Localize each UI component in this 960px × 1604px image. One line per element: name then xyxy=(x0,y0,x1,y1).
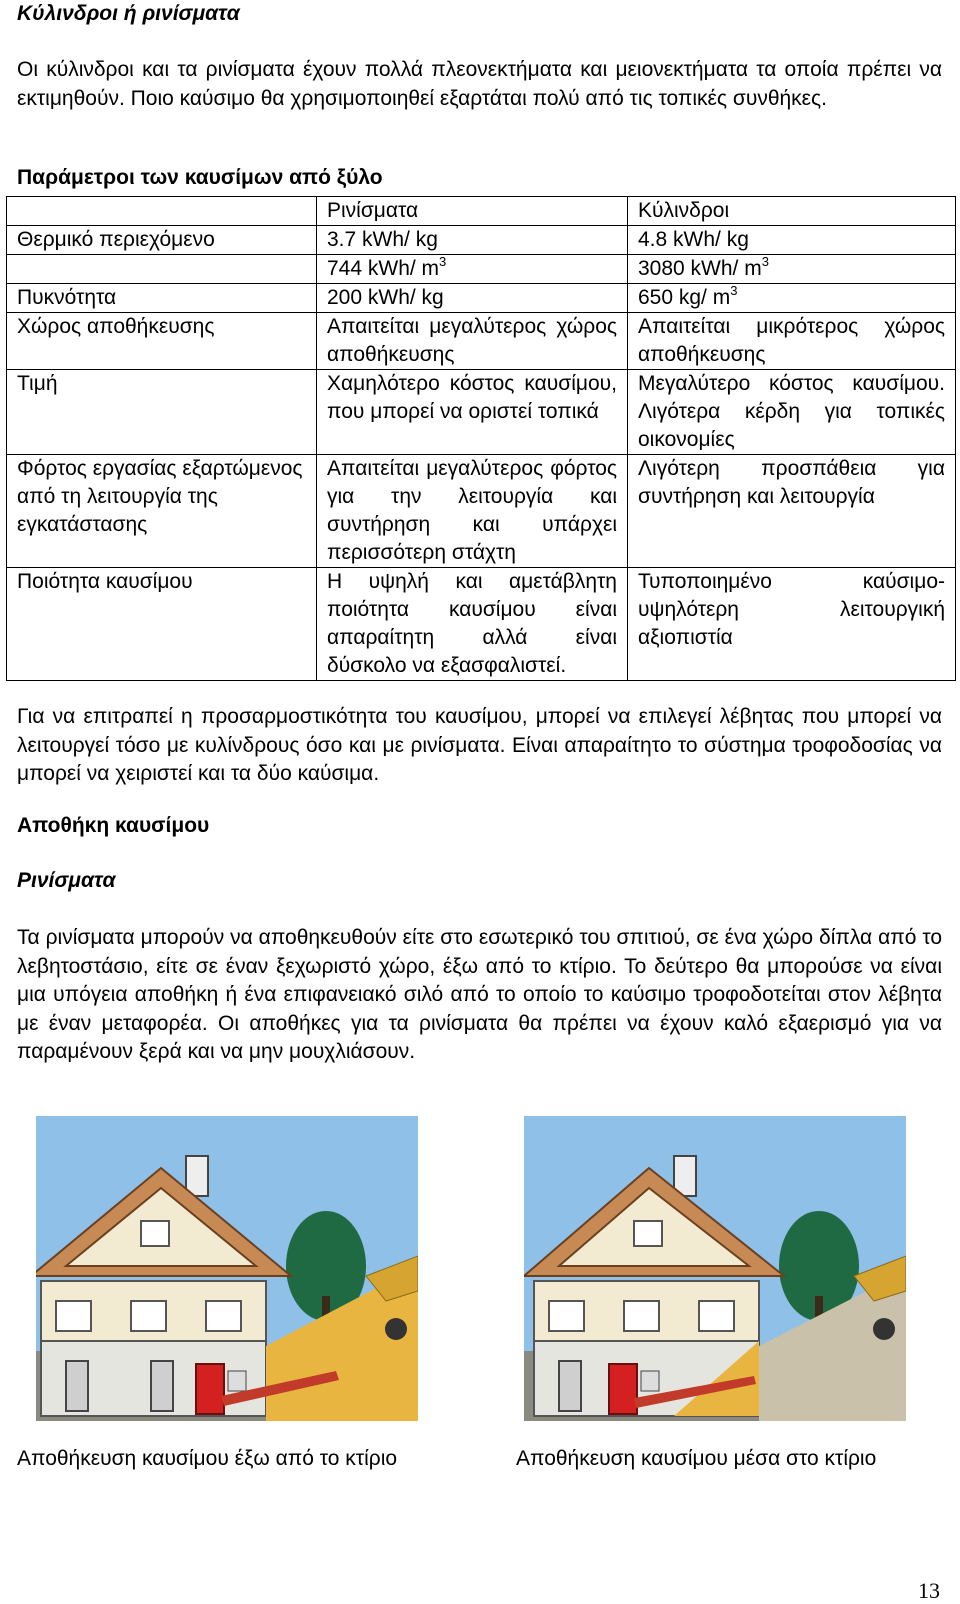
shavings-cell: Απαιτείται μεγαλύτερος χώρος αποθήκευσης xyxy=(317,313,628,370)
page-number: 13 xyxy=(918,1578,940,1603)
header-cell: Κύλινδροι xyxy=(628,197,956,226)
value-text: 744 kWh/ m xyxy=(327,257,440,280)
rolls-cell xyxy=(628,284,956,313)
figure-caption-inside: Αποθήκευση καυσίμου μέσα στο κτίριο xyxy=(516,1447,877,1470)
shavings-heading: Ρινίσματα xyxy=(17,869,116,892)
rolls-cell xyxy=(628,255,956,284)
superscript: 3 xyxy=(439,254,447,269)
table-row xyxy=(7,313,956,370)
figure-caption-outside: Αποθήκευση καυσίμου έξω από το κτίριο xyxy=(17,1447,398,1470)
shavings-cell: 200 kWh/ kg xyxy=(317,284,628,313)
superscript: 3 xyxy=(761,254,769,269)
param-cell xyxy=(7,255,317,284)
shavings-cell: Απαιτείται μεγαλύτερος φόρτος για την λειτουργία και συντήρηση και υπάρχει περισσότερη στάχτη xyxy=(317,455,628,568)
param-cell: Φόρτος εργασίας εξαρτώμενος από τη λειτουργία της εγκατάστασης xyxy=(7,455,317,568)
table-row xyxy=(7,370,956,455)
param-cell: Πυκνότητα xyxy=(7,284,317,313)
storage-heading: Αποθήκη καυσίμου xyxy=(17,814,210,837)
table-row xyxy=(7,568,956,681)
rolls-cell: 4.8 kWh/ kg xyxy=(628,226,956,255)
table-title: Παράμετροι των καυσίμων από ξύλο xyxy=(17,166,383,189)
rolls-cell: Μεγαλύτερο κόστος καυσίμου. Λιγότερα κέρδη για τοπικές οικονομίες xyxy=(628,370,956,455)
shavings-cell xyxy=(317,255,628,284)
table-row xyxy=(7,455,956,568)
storage-paragraph: Τα ρινίσματα μπορούν να αποθηκευθούν είτε στο εσωτερικό του σπιτιού, σε ένα χώρο δίπλα από το λεβητοστάσιο, είτε σε έναν ξεχωριστό χώρο, έξω από το κτίριο. Το δεύτερο θα μπορούσε να είναι μια υπόγεια αποθήκη ή ένα επιφανειακό σιλό από το οποίο το καύσιμο τροφοδοτείται στον λέβητα με έναν μεταφορέα. Οι αποθήκες για τα ρινίσματα θα πρέπει να έχουν καλό εξαερισμό για να παραμένουν ξερά και να μην μουχλιάσουν. xyxy=(17,926,942,1063)
param-cell: Τιμή xyxy=(7,370,317,455)
fuel-parameters-table xyxy=(6,196,956,681)
shavings-cell: Η υψηλή και αμετάβλητη ποιότητα καυσίμου είναι απαραίτητη αλλά είναι δύσκολο να εξασφαλιστεί. xyxy=(317,568,628,681)
param-cell: Ποιότητα καυσίμου xyxy=(7,568,317,681)
param-cell: Θερμικό περιεχόμενο xyxy=(7,226,317,255)
superscript: 3 xyxy=(730,283,738,298)
section-title: Κύλινδροι ή ρινίσματα xyxy=(17,2,240,25)
value-text: 650 kg/ m xyxy=(638,286,731,309)
rolls-cell: Λιγότερη προσπάθεια για συντήρηση και λειτουργία xyxy=(628,455,956,568)
outside-storage-illustration xyxy=(36,1116,418,1421)
rolls-cell: Τυποποιημένο καύσιμο- υψηλότερη λειτουργική αξιοπιστία xyxy=(628,568,956,681)
header-cell xyxy=(7,197,317,226)
shavings-cell: Χαμηλότερο κόστος καυσίμου, που μπορεί να οριστεί τοπικά xyxy=(317,370,628,455)
table-row xyxy=(7,255,956,284)
inside-storage-illustration xyxy=(524,1116,906,1421)
shavings-cell: 3.7 kWh/ kg xyxy=(317,226,628,255)
rolls-cell: Απαιτείται μικρότερος χώρος αποθήκευσης xyxy=(628,313,956,370)
table-row xyxy=(7,284,956,313)
intro-paragraph: Οι κύλινδροι και τα ρινίσματα έχουν πολλά πλεονεκτήματα και μειονεκτήματα τα οποία πρέπει να εκτιμηθούν. Ποιο καύσιμο θα χρησιμοποιηθεί εξαρτάται πολύ από τις τοπικές συνθήκες. xyxy=(17,58,942,110)
header-cell: Ρινίσματα xyxy=(317,197,628,226)
table-row xyxy=(7,226,956,255)
param-cell: Χώρος αποθήκευσης xyxy=(7,313,317,370)
table-header-row xyxy=(7,197,956,226)
flexibility-paragraph: Για να επιτραπεί η προσαρμοστικότητα του καυσίμου, μπορεί να επιλεγεί λέβητας που μπορεί να λειτουργεί τόσο με κυλίνδρους όσο και με ρινίσματα. Είναι απαραίτητο το σύστημα τροφοδοσίας να μπορεί να χειριστεί και τα δύο καύσιμα. xyxy=(17,705,942,785)
value-text: 3080 kWh/ m xyxy=(638,257,762,280)
